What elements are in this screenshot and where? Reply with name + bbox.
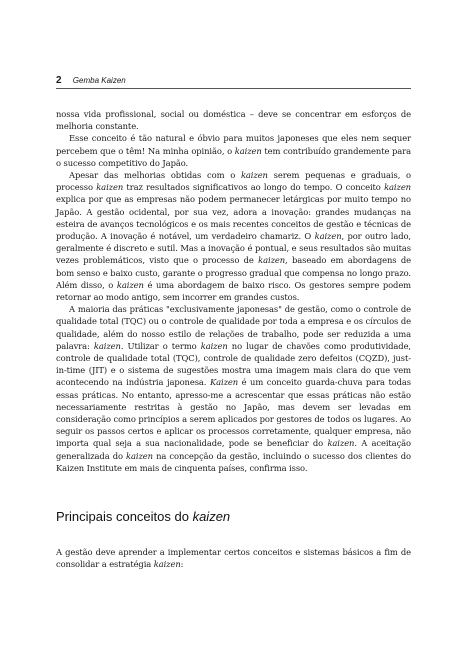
paragraph: [56, 303, 411, 474]
page-number: 2: [56, 75, 62, 86]
body-text: [56, 108, 411, 474]
italic-term: kaizen: [327, 438, 355, 449]
text-run: Apesar das melhorias obtidas com o: [69, 170, 241, 181]
running-header: [56, 76, 411, 89]
italic-term: kaizen: [258, 255, 286, 266]
text-run: . A aceitação generalizada do: [56, 438, 411, 461]
text-run: , baseado em abordagens de bom senso e baixo custo, garante o progresso gradual que compensa no longo prazo. Além disso, o: [56, 255, 411, 290]
italic-term: kaizen: [234, 145, 262, 156]
text-run: Esse conceito é tão natural e óbvio para muitos japoneses que eles nem sequer percebem que o têm! Na minha opinião, o: [56, 133, 411, 156]
text-run: nossa vida profissional, social ou doméstica – deve se concentrar em esforços de melhoria constante.: [56, 109, 411, 132]
text-run: na concepção da gestão, incluindo o sucesso dos clientes do Kaizen Institute em mais de cinquenta países, confirma isso.: [56, 450, 411, 473]
text-run: , por outro lado, geralmente é discreto e sutil. Mas a inovação é pontual, e seus resultados são muitas vezes problemáticos, visto que o processo de: [56, 231, 411, 266]
italic-term: kaizen: [384, 182, 411, 193]
italic-term: kaizen: [126, 450, 153, 461]
italic-term: kaizen: [96, 182, 124, 193]
text-run: tem contribuído grandemente para o sucesso competitivo do Japão.: [56, 145, 411, 168]
text-run: é um conceito guarda-chuva para todas essas práticas. No entanto, apresso-me a acrescentar que essas práticas não estão necessariamente restritas à gestão no Japão, mas devem ser levadas em consideração como princípios a serem aplicados por gestores de todos os lugares. Ao seguir os passos certos e aplicar os processos corretamente, qualquer empresa, não importa qual seja a sua nacionalidade, pode se beneficiar do: [56, 377, 412, 449]
italic-term: kaizen: [93, 340, 121, 351]
text-run: traz resultados significativos ao longo do tempo. O conceito: [123, 182, 385, 193]
paragraph: [56, 169, 411, 303]
italic-term: kaizen: [200, 340, 228, 351]
italic-term: kaizen: [153, 559, 181, 570]
italic-term: kaizen: [116, 279, 144, 290]
italic-term: Kaizen: [209, 377, 239, 388]
section-heading: [56, 509, 411, 525]
text-run: explica por que as empresas não podem permanecer letárgicas por muito tempo no Japão. A gestão ocidental, por sua vez, adora a inovação: grandes mudanças na esteira de avanços tecnológicos e os mais recentes conceitos de gestão e técnicas de produção. A inovação é notável, um verdadeiro chamariz. O: [56, 194, 411, 242]
section-heading-italic: kaizen: [192, 509, 231, 524]
text-run: :: [180, 559, 184, 570]
text-run: serem pequenas e graduais, o processo: [56, 170, 411, 193]
paragraph: [56, 132, 411, 169]
paragraph: [56, 108, 411, 132]
section-body-text: [56, 546, 411, 570]
section-heading-prefix: Principais conceitos do: [56, 509, 193, 524]
paragraph: [56, 546, 411, 570]
text-run: é uma abordagem de baixo risco. Os gestores sempre podem retornar ao modo antigo, sem incorrer em grandes custos.: [56, 279, 412, 303]
text-run: no lugar de chavões como produtividade, controle de qualidade total (TQC), controle de qualidade zero defeitos (CQZD), just-in-time (JIT) e o sistema de sugestões mostra uma imagem mais clara do que vem acontecendo na indústria japonesa.: [56, 340, 411, 388]
italic-term: kaizen: [314, 231, 342, 242]
running-title: Gemba Kaizen: [72, 76, 126, 85]
text-run: A gestão deve aprender a implementar certos conceitos e sistemas básicos a fim de consolidar a estratégia: [56, 547, 411, 570]
italic-term: kaizen: [240, 170, 268, 181]
text-run: A maioria das práticas "exclusivamente japonesas" de gestão, como o controle de qualidade total (TQC) ou o controle de qualidade por toda a empresa e os círculos de qualidade, além do nosso estilo de relações de trabalho, pode ser reduzida a uma palavra:: [56, 304, 411, 351]
text-run: . Utilizar o termo: [120, 340, 201, 351]
